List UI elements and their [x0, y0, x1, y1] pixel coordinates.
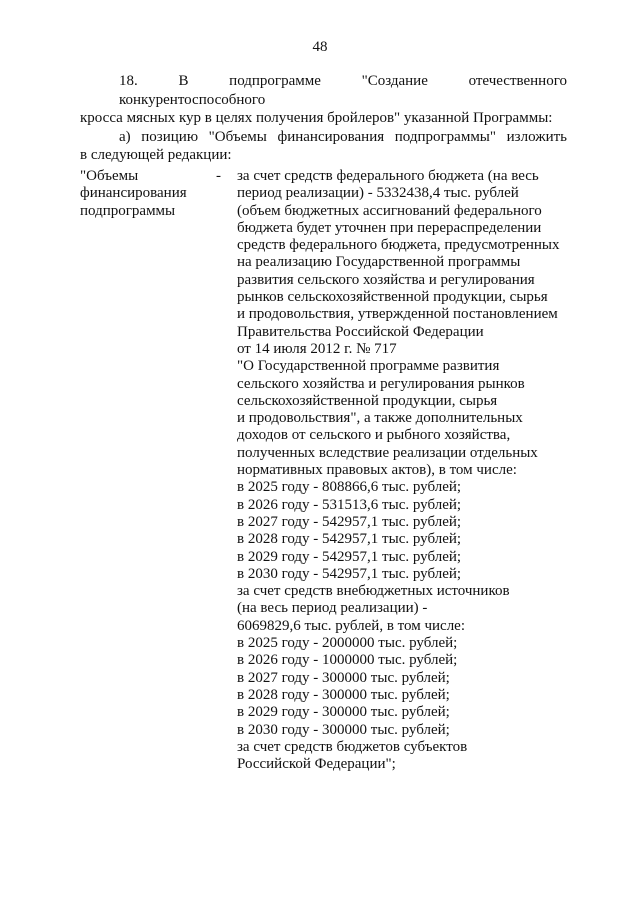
intro-paragraph [80, 72, 567, 165]
financing-line: в 2029 году - 300000 тыс. рублей; [237, 704, 450, 721]
label-line: подпрограммы [80, 202, 176, 219]
financing-line: 6069829,6 тыс. рублей, в том числе: [237, 617, 466, 634]
financing-line: в 2025 году - 2000000 тыс. рублей; [237, 635, 458, 652]
financing-line: за счет средств внебюджетных источников [237, 583, 510, 600]
financing-line: в 2025 году - 808866,6 тыс. рублей; [237, 479, 462, 496]
financing-line: рынков сельскохозяйственной продукции, сырья [237, 289, 548, 306]
financing-line: за счет средств федерального бюджета (на весь [237, 168, 539, 184]
financing-line: Российской Федерации"; [237, 756, 396, 773]
position-label [80, 168, 210, 220]
financing-line: средств федерального бюджета, предусмотренных [237, 237, 560, 254]
financing-line: в 2026 году - 1000000 тыс. рублей; [237, 652, 458, 669]
financing-line: сельскохозяйственной продукции, сырья [237, 392, 498, 409]
financing-line: (на весь период реализации) - [237, 600, 428, 617]
financing-line: и продовольствия", а также дополнительных [237, 410, 523, 427]
label-line: "Объемы [80, 168, 139, 184]
financing-line: доходов от сельского и рыбного хозяйства, [237, 427, 511, 444]
financing-line: (объем бюджетных ассигнований федерального [237, 202, 542, 219]
financing-line: за счет средств бюджетов субъектов [237, 738, 468, 755]
financing-line: полученных вследствие реализации отдельных [237, 444, 538, 461]
financing-line: сельского хозяйства и регулирования рынков [237, 375, 525, 392]
separator-dash: - [216, 168, 221, 184]
financing-line: в 2027 году - 542957,1 тыс. рублей; [237, 513, 462, 530]
intro-line: в следующей редакции: [80, 147, 232, 164]
financing-line: в 2028 году - 300000 тыс. рублей; [237, 686, 450, 703]
financing-line: развития сельского хозяйства и регулирования [237, 271, 535, 288]
financing-line: в 2027 году - 300000 тыс. рублей; [237, 669, 450, 686]
financing-line: в 2030 году - 542957,1 тыс. рублей; [237, 565, 462, 582]
financing-line: нормативных правовых актов), в том числе: [237, 462, 517, 479]
intro-line: кросса мясных кур в целях получения бройлеров" указанной Программы: [80, 110, 553, 127]
financing-line: от 14 июля 2012 г. № 717 [237, 340, 397, 357]
financing-line: в 2029 году - 542957,1 тыс. рублей; [237, 548, 462, 565]
label-line: финансирования [80, 185, 187, 202]
financing-line: Правительства Российской Федерации [237, 323, 484, 340]
financing-text [237, 168, 567, 773]
financing-line: бюджета будет уточнен при перераспределении [237, 219, 542, 236]
financing-line: в 2030 году - 300000 тыс. рублей; [237, 721, 450, 738]
financing-line: период реализации) - 5332438,4 тыс. рублей [237, 185, 519, 202]
financing-line: в 2026 году - 531513,6 тыс. рублей; [237, 496, 462, 513]
page-number: 48 [312, 39, 328, 55]
financing-line: и продовольствия, утвержденной постановлением [237, 306, 558, 323]
financing-line: "О Государственной программе развития [237, 358, 500, 375]
intro-line: а) позицию "Объемы финансирования подпрограммы" изложить [119, 128, 567, 145]
financing-line: в 2028 году - 542957,1 тыс. рублей; [237, 531, 462, 548]
financing-line: на реализацию Государственной программы [237, 254, 521, 271]
intro-line: 18. В подпрограмме "Создание отечественного конкурентоспособного [119, 73, 567, 108]
